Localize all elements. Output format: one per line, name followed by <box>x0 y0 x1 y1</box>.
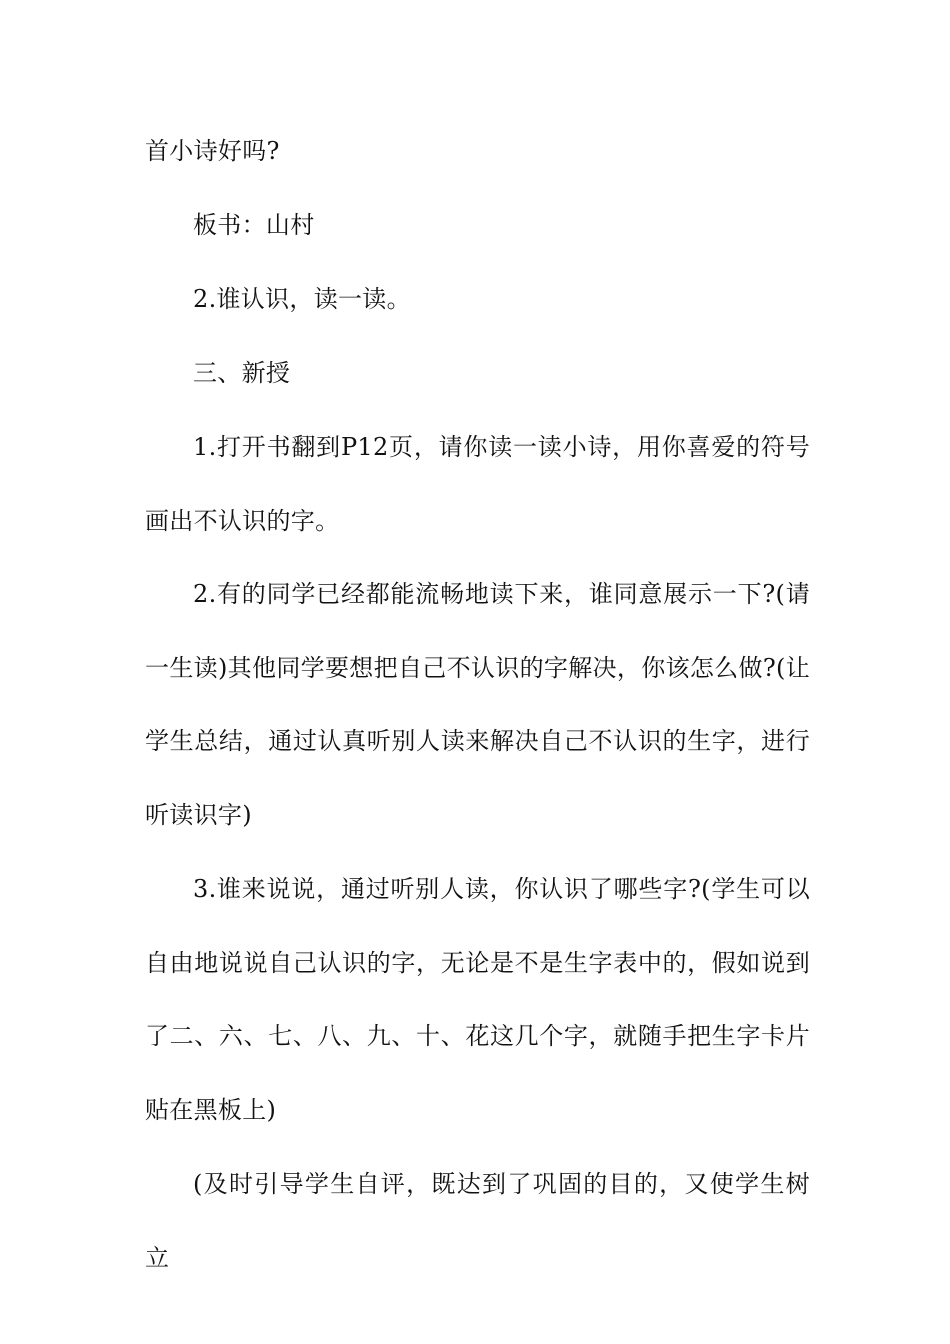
paragraph-poem-continuation: 首小诗好吗? <box>145 137 280 165</box>
paragraph-step-3-which-words: 3.谁来说说，通过听别人读，你认识了哪些字?(学生可以自由地说说自己认识的字，无论是不是生字表中的，假如说到了二、六、七、八、九、十、花这几个字，就随手把生字卡片贴在黑板上) <box>145 875 810 1124</box>
paragraph-step-2-read-aloud: 2.有的同学已经都能流畅地读下来，谁同意展示一下?(请一生读)其他同学要想把自己不认识的字解决，你该怎么做?(让学生总结，通过认真听别人读来解决自己不认识的生字，进行听读识字) <box>145 580 810 829</box>
paragraph-self-evaluation-note: (及时引导学生自评，既达到了巩固的目的，又使学生树立 <box>145 1170 810 1272</box>
paragraph-step-2-recognize: 2.谁认识，读一读。 <box>193 285 411 313</box>
section-heading-new-lesson: 三、新授 <box>193 359 291 387</box>
paragraph-blackboard-title: 板书：山村 <box>193 211 315 239</box>
paragraph-step-1-open-book: 1.打开书翻到P12页，请你读一读小诗，用你喜爱的符号画出不认识的字。 <box>145 433 810 535</box>
